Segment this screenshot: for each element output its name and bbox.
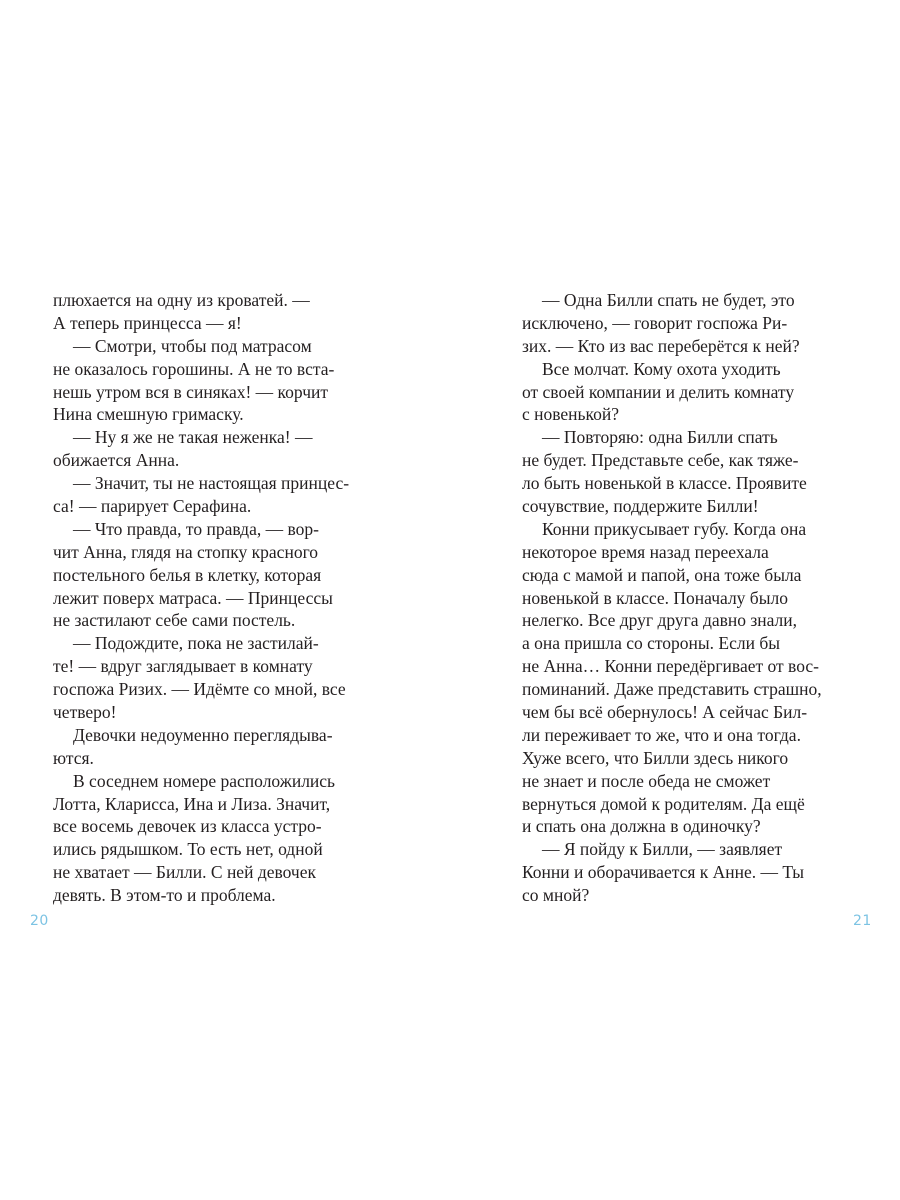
text-line: сюда с мамой и папой, она тоже была (522, 564, 802, 585)
text-line: Девочки недоуменно переглядыва- (73, 724, 333, 745)
text-line: госпожа Ризих. — Идёмте со мной, все (53, 679, 346, 700)
text-line: Хуже всего, что Билли здесь никого (522, 747, 789, 768)
text-line: — Значит, ты не настоящая принцес- (73, 473, 350, 494)
text-line: некоторое время назад переехала (522, 541, 769, 562)
text-line: постельного белья в клетку, которая (53, 564, 322, 585)
text-line: не знает и после обеда не сможет (522, 770, 771, 791)
text-line: ются. (53, 747, 94, 768)
left-page-text (53, 289, 373, 907)
text-line: не Анна… Конни передёргивает от вос- (522, 656, 819, 677)
text-line: лежит поверх матраса. — Принцессы (53, 587, 333, 608)
text-line: — Смотри, чтобы под матрасом (73, 335, 312, 356)
text-line: Конни прикусывает губу. Когда она (542, 518, 807, 539)
text-line: от своей компании и делить комнату (522, 381, 795, 402)
text-line: и спать она должна в одиночку? (522, 816, 761, 837)
text-line: а она пришла со стороны. Если бы (522, 633, 781, 654)
text-line: чем бы всё обернулось! А сейчас Бил- (522, 702, 808, 723)
text-line: — Повторяю: одна Билли спать (542, 427, 778, 448)
text-line: не оказалось горошины. А не то вста- (53, 358, 335, 379)
text-line: девять. В этом-то и проблема. (53, 885, 276, 906)
text-line: обижается Анна. (53, 450, 180, 471)
text-line: ли переживает то же, что и она тогда. (522, 724, 801, 745)
text-line: те! — вдруг заглядывает в комнату (53, 656, 313, 677)
text-line: чит Анна, глядя на стопку красного (53, 541, 319, 562)
text-line: со мной? (522, 885, 590, 906)
text-line: — Одна Билли спать не будет, это (542, 290, 795, 310)
text-line: ло быть новенькой в классе. Проявите (522, 473, 807, 494)
text-line: четверо! (53, 702, 117, 723)
text-line: не хватает — Билли. С ней девочек (53, 862, 316, 883)
text-line: В соседнем номере расположились (73, 770, 336, 791)
text-line: сочувствие, поддержите Билли! (522, 496, 759, 517)
text-line: Все молчат. Кому охота уходить (542, 358, 781, 379)
text-line: не застилают себе сами постель. (53, 610, 296, 631)
text-line: — Что правда, то правда, — вор- (73, 518, 319, 539)
text-line: все восемь девочек из класса устро- (53, 816, 322, 837)
text-line: Конни и оборачивается к Анне. — Ты (522, 862, 804, 883)
text-line: вернуться домой к родителям. Да ещё (522, 793, 805, 814)
text-line: плюхается на одну из кроватей. — (53, 290, 310, 310)
text-line: нелегко. Все друг друга давно знали, (522, 610, 798, 631)
right-page-text (522, 289, 857, 907)
text-line: са! — парирует Серафина. (53, 496, 252, 517)
text-line: с новенькой? (522, 404, 620, 425)
text-line: исключено, — говорит госпожа Ри- (522, 312, 788, 333)
right-page-number: 21 (853, 913, 872, 929)
text-line: нешь утром вся в синяках! — корчит (53, 381, 329, 402)
text-line: — Подождите, пока не застилай- (73, 633, 319, 654)
text-line: зих. — Кто из вас переберётся к ней? (522, 335, 800, 356)
text-line: Нина смешную гримаску. (53, 404, 244, 425)
text-line: не будет. Представьте себе, как тяже- (522, 450, 799, 471)
text-line: — Я пойду к Билли, — заявляет (542, 839, 783, 860)
text-line: А теперь принцесса — я! (53, 312, 242, 333)
text-line: ились рядышком. То есть нет, одной (53, 839, 323, 860)
left-page-number: 20 (30, 913, 49, 929)
text-line: новенькой в классе. Поначалу было (522, 587, 788, 608)
text-line: — Ну я же не такая неженка! — (73, 427, 313, 448)
text-line: Лотта, Кларисса, Ина и Лиза. Значит, (53, 793, 331, 814)
text-line: поминаний. Даже представить страшно, (522, 679, 822, 700)
